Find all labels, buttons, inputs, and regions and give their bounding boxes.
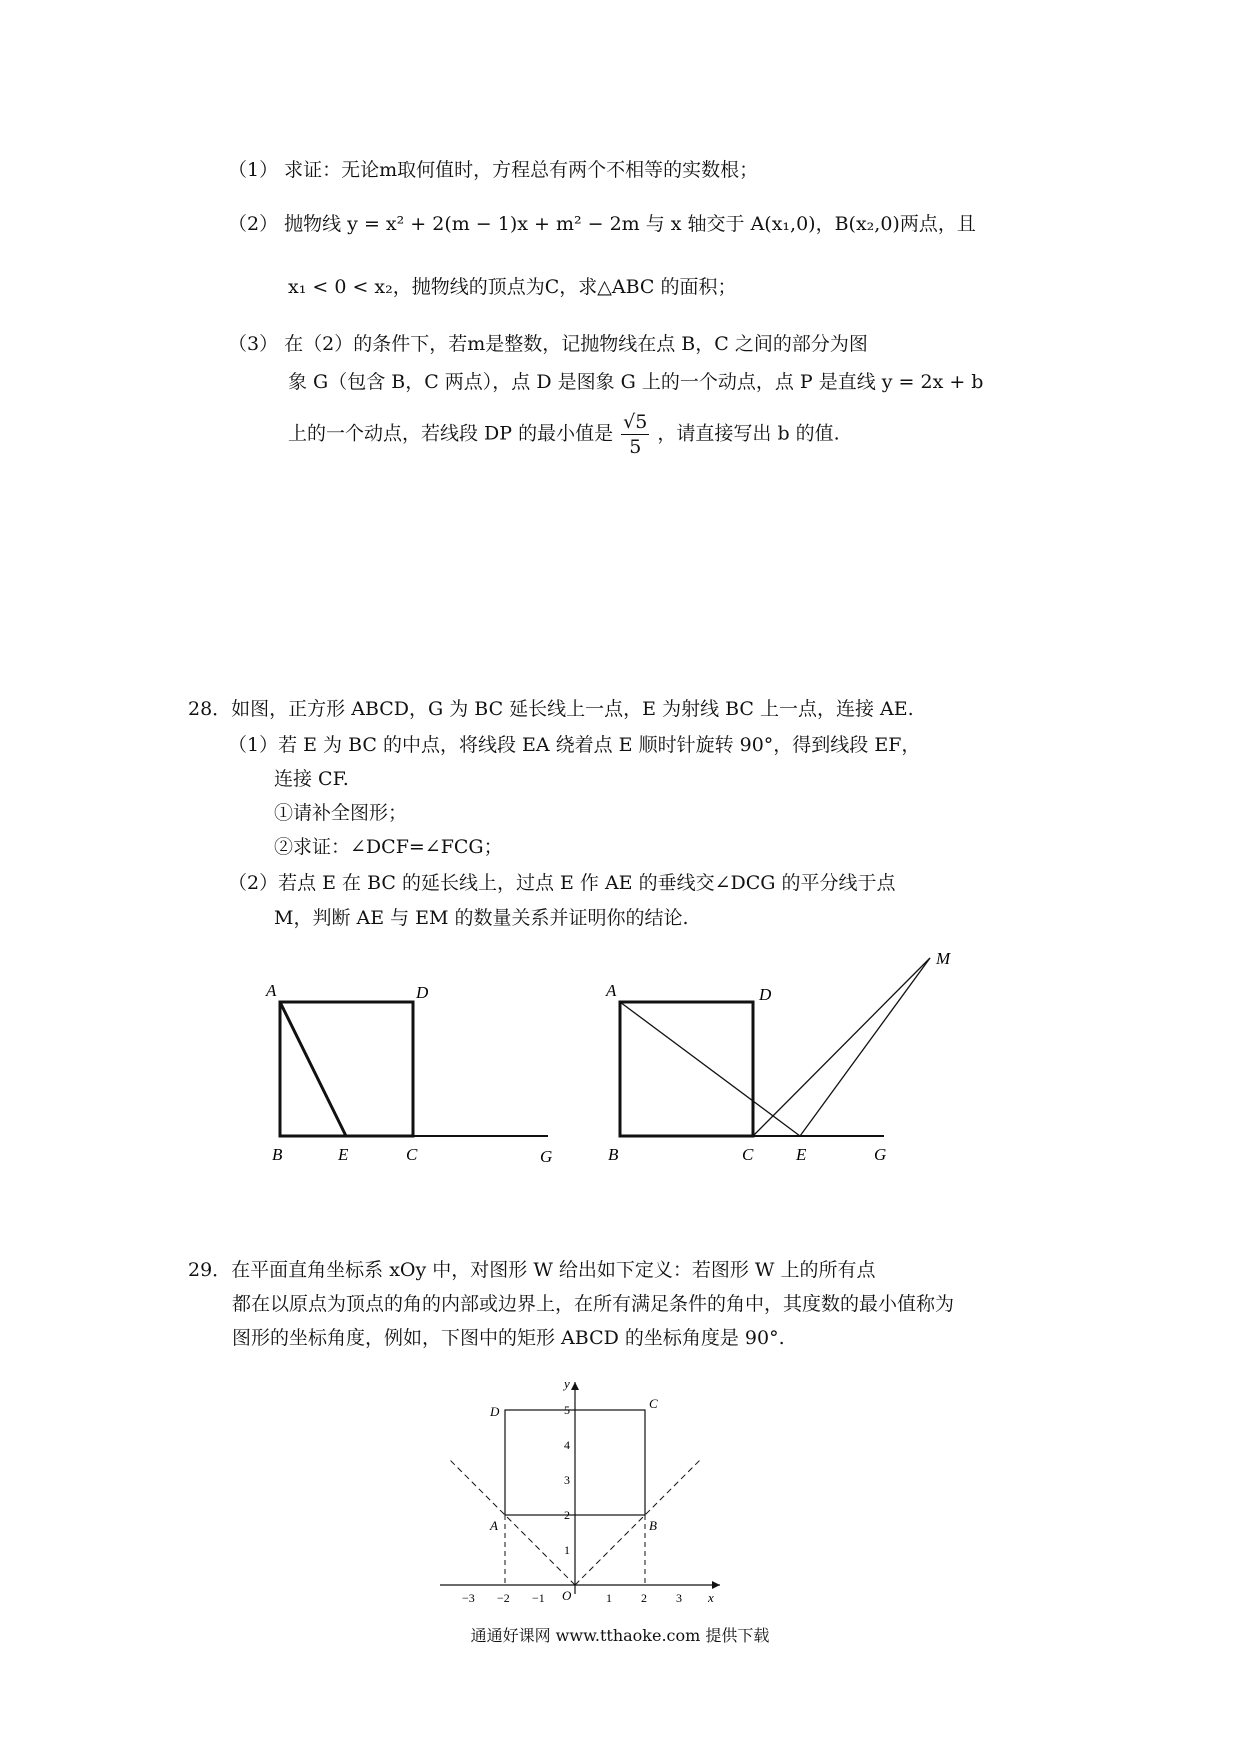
q27-part3-line1: （3） 在（2）的条件下，若m是整数，记抛物线在点 B，C 之间的部分为图 <box>228 333 868 355</box>
y-axis-arrow-icon <box>571 1382 579 1390</box>
q28-part1-line2: 连接 CF. <box>274 768 349 790</box>
q28-part2-line1: （2）若点 E 在 BC 的延长线上，过点 E 作 AE 的垂线交∠DCG 的平分线于点 <box>228 872 896 894</box>
label-m: M <box>936 949 951 968</box>
q29-line2: 都在以原点为顶点的角的内部或边界上，在所有满足条件的角中，其度数的最小值称为 <box>232 1293 955 1315</box>
x-axis-label: x <box>708 1590 714 1605</box>
x-tick-neg2: −2 <box>497 1591 510 1605</box>
q27-part2-line2: x₁ < 0 < x₂，抛物线的顶点为C，求△ABC 的面积； <box>288 276 737 298</box>
y-tick-3: 3 <box>564 1473 570 1487</box>
q28-part1-sub1: ①请补全图形； <box>274 802 408 824</box>
q29-line1: 29．在平面直角坐标系 xOy 中，对图形 W 给出如下定义：若图形 W 上的所有点 <box>188 1259 876 1281</box>
label-c: C <box>406 1145 418 1164</box>
q27-part3-text-a: 上的一个动点，若线段 DP 的最小值是 <box>288 422 614 445</box>
figure-2-square <box>596 940 976 1170</box>
fraction-denominator: 5 <box>629 436 642 458</box>
point-c-label: C <box>649 1396 658 1411</box>
x-axis-arrow-icon <box>712 1581 720 1589</box>
q28-part1-sub2: ②求证：∠DCF=∠FCG； <box>274 836 503 858</box>
y-tick-2: 2 <box>564 1508 570 1522</box>
segment-em <box>800 958 930 1136</box>
label-b: B <box>272 1145 283 1164</box>
label-a: A <box>606 981 617 1000</box>
dashed-line-left <box>450 1460 575 1585</box>
label-e: E <box>338 1145 349 1164</box>
page-footer: 通通好课网 www.tthaoke.com 提供下载 <box>470 1626 770 1645</box>
q27-part3-line3 <box>288 410 840 459</box>
x-tick-neg3: −3 <box>462 1591 475 1605</box>
fraction-sqrt5-over-5 <box>621 410 649 459</box>
bisector-cm <box>753 958 930 1136</box>
label-d: D <box>416 983 429 1002</box>
label-c: C <box>742 1145 754 1164</box>
dashed-line-right <box>575 1460 700 1585</box>
square-abcd <box>280 1002 413 1136</box>
label-g: G <box>540 1147 553 1166</box>
q27-part1: （1） 求证：无论m取何值时，方程总有两个不相等的实数根； <box>228 159 759 181</box>
origin-label: O <box>562 1588 572 1603</box>
q27-part3-line2: 象 G（包含 B，C 两点），点 D 是图象 G 上的一个动点，点 P 是直线 y = 2x + b <box>288 371 984 393</box>
label-g: G <box>874 1145 887 1164</box>
point-d-label: D <box>490 1404 500 1419</box>
q28-stem: 28．如图，正方形 ABCD，G 为 BC 延长线上一点，E 为射线 BC 上一点，连接 AE. <box>188 698 914 720</box>
x-tick-2: 2 <box>641 1591 647 1605</box>
x-tick-1: 1 <box>606 1591 612 1605</box>
coordinate-figure <box>430 1372 730 1612</box>
x-tick-neg1: −1 <box>532 1591 545 1605</box>
point-a-label: A <box>490 1518 498 1533</box>
q28-part1-line1: （1）若 E 为 BC 的中点，将线段 EA 绕着点 E 顺时针旋转 90°，得到线段 EF， <box>228 734 921 756</box>
q27-part2-line1: （2） 抛物线 y = x² + 2(m − 1)x + m² − 2m 与 x 轴交于 A(x₁,0)，B(x₂,0)两点，且 <box>228 213 976 235</box>
q29-line3: 图形的坐标角度，例如，下图中的矩形 ABCD 的坐标角度是 90°. <box>232 1327 785 1349</box>
y-axis-label: y <box>564 1376 570 1391</box>
x-tick-3: 3 <box>676 1591 682 1605</box>
segment-ae <box>280 1002 346 1136</box>
label-b: B <box>608 1145 619 1164</box>
figure-1-square <box>250 970 570 1170</box>
y-tick-4: 4 <box>564 1438 570 1452</box>
fraction-numerator: √5 <box>623 411 648 433</box>
label-a: A <box>266 981 277 1000</box>
q28-part2-line2: M，判断 AE 与 EM 的数量关系并证明你的结论. <box>274 907 689 929</box>
label-d: D <box>759 985 772 1004</box>
point-b-label: B <box>649 1518 657 1533</box>
square-abcd <box>620 1002 753 1136</box>
y-tick-1: 1 <box>564 1543 570 1557</box>
q27-part3-text-b: ，请直接写出 b 的值. <box>657 422 840 445</box>
y-tick-5: 5 <box>564 1403 570 1417</box>
label-e: E <box>796 1145 807 1164</box>
